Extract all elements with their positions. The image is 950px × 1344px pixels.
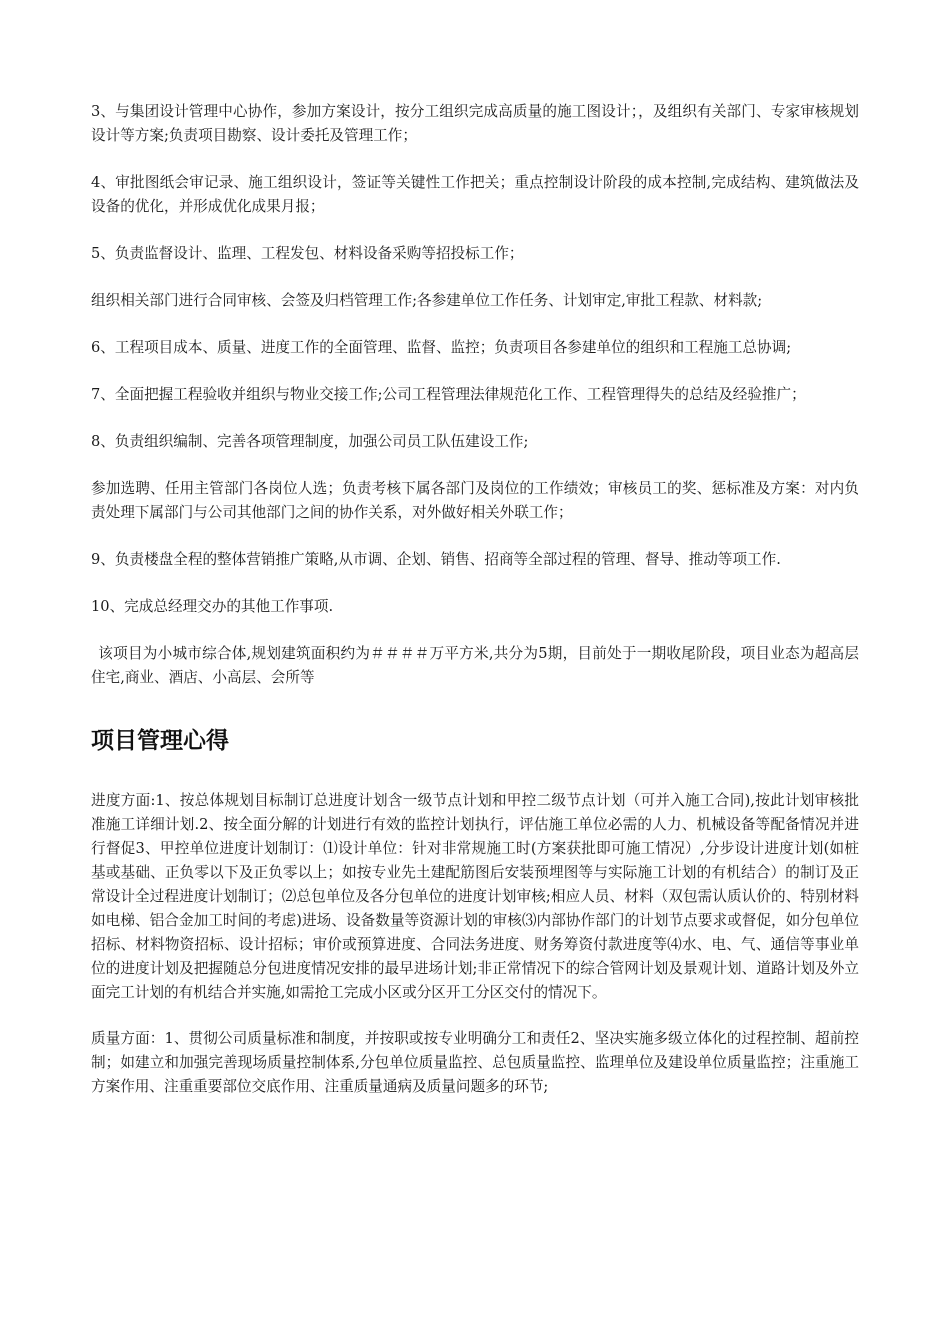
paragraph-item-5: 5、负责监督设计、监理、工程发包、材料设备采购等招投标工作；: [91, 245, 524, 262]
paragraph-item-8: 8、负责组织编制、完善各项管理制度，加强公司员工队伍建设工作;: [91, 433, 529, 450]
document-page: [91, 100, 859, 1122]
paragraph-staff-selection: 参加选聘、任用主管部门各岗位人选；负责考核下属各部门及岗位的工作绩效；审核员工的奖、惩标准及方案：对内负责处理下属部门与公司其他部门之间的协作关系，对外做好相关外联工作；: [91, 480, 859, 521]
paragraph-schedule: 进度方面:1、按总体规划目标制订总进度计划含一级节点计划和甲控二级节点计划（可并入施工合同),按此计划审核批准施工详细计划.2、按全面分解的计划进行有效的监控计划执行，评估施工单位必需的人力、机械设备等配备情况并进行督促3、甲控单位进度计划制订：⑴设计单位：针对非常规施工时(方案获批即可施工情况）,分步设计进度计划(如桩基或基础、正负零以下及正负零以上；如按专业先土建配筋图后安装预埋图等与实际施工计划的有机结合）的制订及正常设计全过程进度计划制订；⑵总包单位及各分包单位的进度计划审核;相应人员、材料（双包需认质认价的、特别材料如电梯、铝合金加工时间的考虑)进场、设备数量等资源计划的审核⑶内部协作部门的计划节点要求或督促，如分包单位招标、材料物资招标、设计招标；审价或预算进度、合同法务进度、财务筹资付款进度等⑷水、电、气、通信等事业单位的进度计划及把握随总分包进度情况安排的最早进场计划;非正常情况下的综合管网计划及景观计划、道路计划及外立面完工计划的有机结合并实施,如需抢工完成小区或分区开工分区交付的情况下。: [91, 792, 859, 1001]
paragraph-item-10: 10、完成总经理交办的其他工作事项.: [91, 598, 334, 615]
paragraph-item-9: 9、负责楼盘全程的整体营销推广策略,从市调、企划、销售、招商等全部过程的管理、督导、推动等项工作.: [91, 551, 781, 568]
paragraph-item-4: 4、审批图纸会审记录、施工组织设计，签证等关键性工作把关；重点控制设计阶段的成本控制,完成结构、建筑做法及设备的优化，并形成优化成果月报；: [91, 174, 859, 215]
paragraph-item-7: 7、全面把握工程验收并组织与物业交接工作;公司工程管理法律规范化工作、工程管理得失的总结及经验推广；: [91, 386, 806, 403]
paragraph-project-summary: 该项目为小城市综合体,规划建筑面积约为＃＃＃＃万平方米,共分为5期，目前处于一期收尾阶段，项目业态为超高层住宅,商业、酒店、小高层、会所等: [91, 645, 859, 686]
paragraph-item-3: 3、与集团设计管理中心协作，参加方案设计，按分工组织完成高质量的施工图设计；，及组织有关部门、专家审核规划设计等方案;负责项目勘察、设计委托及管理工作；: [91, 103, 859, 144]
paragraph-quality: 质量方面：1、贯彻公司质量标准和制度，并按职或按专业明确分工和责任2、坚决实施多级立体化的过程控制、超前控制；如建立和加强完善现场质量控制体系,分包单位质量监控、总包质量监控、监理单位及建设单位质量监控；注重施工方案作用、注重重要部位交底作用、注重质量通病及质量问题多的环节;: [91, 1030, 859, 1095]
section-heading: 项目管理心得: [91, 728, 229, 754]
paragraph-contract-review: 组织相关部门进行合同审核、会签及归档管理工作;各参建单位工作任务、计划审定,审批工程款、材料款;: [91, 292, 763, 309]
paragraph-item-6: 6、工程项目成本、质量、进度工作的全面管理、监督、监控；负责项目各参建单位的组织和工程施工总协调;: [91, 339, 792, 356]
